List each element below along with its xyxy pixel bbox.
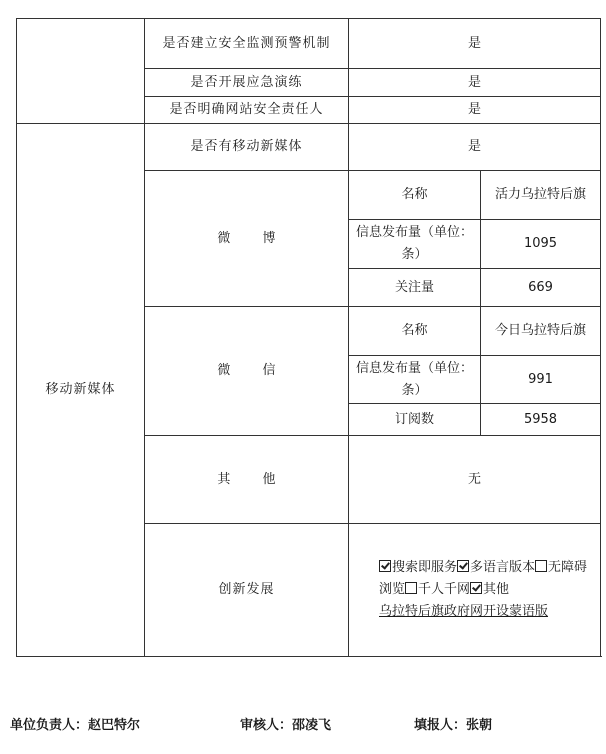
weibo-follow-label: 关注量 bbox=[349, 269, 481, 307]
innovation-option[interactable] bbox=[470, 582, 509, 597]
innovation-option-text: 无障碍浏览 bbox=[379, 560, 588, 597]
mobile-media-label: 移动新媒体 bbox=[17, 124, 145, 657]
checkbox-icon[interactable] bbox=[405, 582, 417, 594]
wechat-posts-label: 信息发布量（单位：条） bbox=[349, 356, 481, 404]
innovation-options bbox=[349, 524, 601, 657]
report-table bbox=[16, 18, 601, 657]
drill-question: 是否开展应急演练 bbox=[145, 69, 349, 97]
weibo-follow-value: 669 bbox=[481, 269, 601, 307]
blank-cell bbox=[17, 19, 145, 124]
drill-answer: 是 bbox=[349, 69, 601, 97]
filler: 填报人：张朝 bbox=[414, 718, 493, 733]
checkbox-icon[interactable] bbox=[457, 560, 469, 572]
wechat-sub-value: 5958 bbox=[481, 404, 601, 436]
innovation-option[interactable] bbox=[457, 560, 535, 575]
innovation-option-text: 多语言版本 bbox=[470, 560, 536, 575]
innovation-checkbox-list bbox=[379, 560, 587, 597]
checkbox-icon[interactable] bbox=[470, 582, 482, 594]
table-row bbox=[17, 19, 601, 69]
innovation-option-text: 千人千网 bbox=[418, 582, 471, 597]
innovation-option[interactable] bbox=[379, 560, 457, 575]
weibo-name-label: 名称 bbox=[349, 171, 481, 220]
table-row bbox=[17, 124, 601, 171]
innovation-other-detail: 乌拉特后旗政府网开设蒙语版 bbox=[379, 604, 549, 619]
weibo-name-value: 活力乌拉特后旗 bbox=[481, 171, 601, 220]
wechat-label: 微 信 bbox=[145, 307, 349, 436]
reviewer: 审核人：邵凌飞 bbox=[240, 718, 332, 733]
other-value: 无 bbox=[349, 436, 601, 524]
mobile-media-answer: 是 bbox=[349, 124, 601, 171]
wechat-name-label: 名称 bbox=[349, 307, 481, 356]
wechat-sub-label: 订阅数 bbox=[349, 404, 481, 436]
wechat-posts-value: 991 bbox=[481, 356, 601, 404]
weibo-posts-value: 1095 bbox=[481, 220, 601, 269]
checkbox-icon[interactable] bbox=[379, 560, 391, 572]
wechat-name-value: 今日乌拉特后旗 bbox=[481, 307, 601, 356]
mobile-media-question: 是否有移动新媒体 bbox=[145, 124, 349, 171]
monitoring-question: 是否建立安全监测预警机制 bbox=[145, 19, 349, 69]
innovation-option[interactable] bbox=[405, 582, 470, 597]
weibo-posts-label: 信息发布量（单位：条） bbox=[349, 220, 481, 269]
unit-head: 单位负责人：赵巴特尔 bbox=[10, 718, 141, 733]
owner-answer: 是 bbox=[349, 97, 601, 124]
innovation-option-text: 搜索即服务 bbox=[392, 560, 458, 575]
innovation-label: 创新发展 bbox=[145, 524, 349, 657]
innovation-option-text: 其他 bbox=[483, 582, 510, 597]
other-label: 其 他 bbox=[145, 436, 349, 524]
checkbox-icon[interactable] bbox=[535, 560, 547, 572]
owner-question: 是否明确网站安全责任人 bbox=[145, 97, 349, 124]
weibo-label: 微 博 bbox=[145, 171, 349, 307]
monitoring-answer: 是 bbox=[349, 19, 601, 69]
